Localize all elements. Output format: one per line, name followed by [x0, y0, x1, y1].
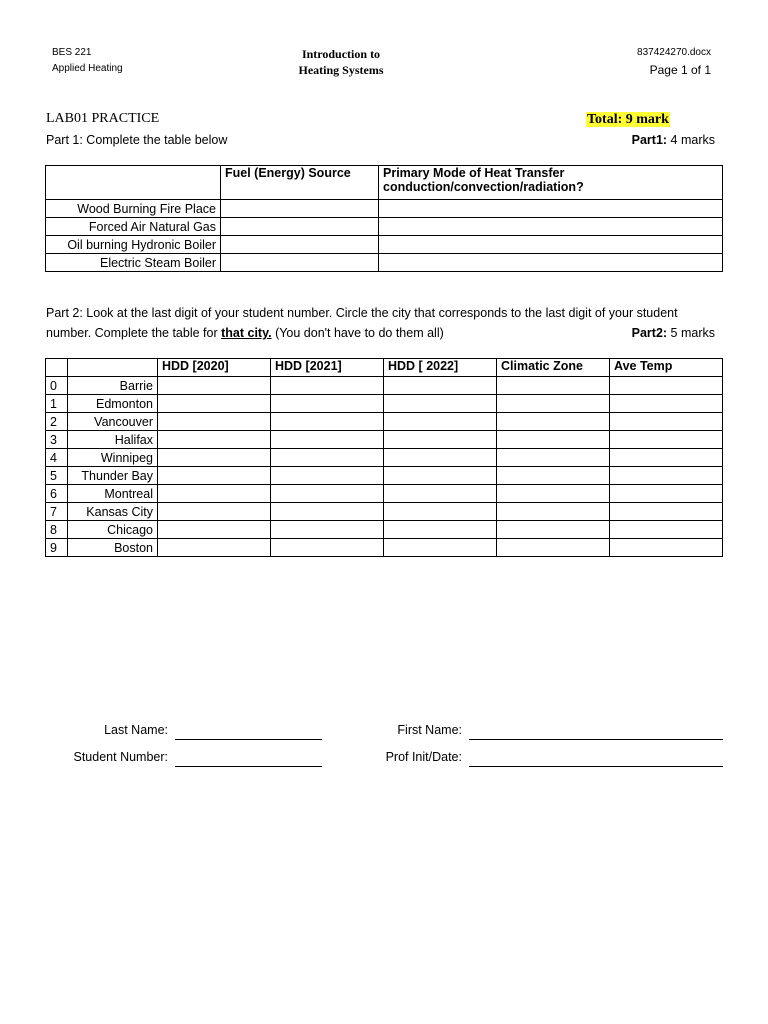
part1-mode-cell[interactable] — [379, 200, 723, 218]
part1-marks — [560, 133, 715, 147]
digit-cell: 7 — [46, 503, 68, 521]
table-row — [46, 377, 723, 395]
part1-instruction: Part 1: Complete the table below — [46, 133, 228, 147]
input-cell[interactable] — [610, 485, 723, 503]
input-cell[interactable] — [271, 467, 384, 485]
input-cell[interactable] — [271, 521, 384, 539]
part2-marks-label: Part2: — [631, 326, 668, 340]
input-cell[interactable] — [158, 449, 271, 467]
document-title — [270, 46, 412, 78]
input-cell[interactable] — [384, 395, 497, 413]
input-cell[interactable] — [271, 395, 384, 413]
part2-header-digit — [46, 359, 68, 377]
input-cell[interactable] — [271, 377, 384, 395]
part2-line2-post: (You don't have to do them all) — [271, 326, 444, 340]
city-cell[interactable]: Vancouver — [68, 413, 158, 431]
part1-marks-value: 4 marks — [667, 133, 715, 147]
total-marks-text: Total: 9 mark — [587, 112, 669, 127]
part1-row-label: Forced Air Natural Gas — [46, 218, 221, 236]
part1-fuel-cell[interactable] — [221, 218, 379, 236]
digit-cell: 1 — [46, 395, 68, 413]
input-cell[interactable] — [497, 431, 610, 449]
part2-header-city — [68, 359, 158, 377]
city-cell[interactable]: Kansas City — [68, 503, 158, 521]
table-row — [46, 236, 723, 254]
input-cell[interactable] — [610, 449, 723, 467]
part1-row-label: Electric Steam Boiler — [46, 254, 221, 272]
digit-cell: 4 — [46, 449, 68, 467]
input-cell[interactable] — [271, 431, 384, 449]
file-name: 837424270.docx — [637, 47, 711, 58]
part2-header-row — [46, 359, 723, 377]
digit-cell: 0 — [46, 377, 68, 395]
student-number-label: Student Number: — [73, 750, 168, 764]
input-cell[interactable] — [158, 377, 271, 395]
last-name-label: Last Name: — [104, 723, 168, 737]
city-cell[interactable]: Winnipeg — [68, 449, 158, 467]
input-cell[interactable] — [158, 521, 271, 539]
part1-mode-cell[interactable] — [379, 254, 723, 272]
last-name-field[interactable] — [175, 739, 322, 740]
input-cell[interactable] — [497, 521, 610, 539]
input-cell[interactable] — [384, 377, 497, 395]
part1-header-fuel: Fuel (Energy) Source — [221, 166, 379, 200]
part1-mode-cell[interactable] — [379, 236, 723, 254]
table-row — [46, 485, 723, 503]
input-cell[interactable] — [384, 467, 497, 485]
input-cell[interactable] — [158, 395, 271, 413]
table-row — [46, 254, 723, 272]
title-line-2: Heating Systems — [298, 63, 384, 77]
table-row — [46, 431, 723, 449]
table-row — [46, 395, 723, 413]
lab-title: LAB01 PRACTICE — [46, 111, 160, 126]
input-cell[interactable] — [610, 377, 723, 395]
input-cell[interactable] — [610, 395, 723, 413]
city-cell[interactable]: Thunder Bay — [68, 467, 158, 485]
input-cell[interactable] — [384, 503, 497, 521]
part2-header-hdd-2021: HDD [2021] — [271, 359, 384, 377]
course-code: BES 221 — [52, 47, 92, 58]
course-name: Applied Heating — [52, 63, 123, 74]
part1-fuel-cell[interactable] — [221, 236, 379, 254]
digit-cell: 9 — [46, 539, 68, 557]
part2-header-ave-temp: Ave Temp — [610, 359, 723, 377]
part1-fuel-cell[interactable] — [221, 200, 379, 218]
city-cell[interactable]: Halifax — [68, 431, 158, 449]
part2-header-climatic-zone: Climatic Zone — [497, 359, 610, 377]
part2-line2-pre: number. Complete the table for — [46, 326, 222, 340]
city-cell[interactable]: Chicago — [68, 521, 158, 539]
part2-header-hdd-2020: HDD [2020] — [158, 359, 271, 377]
input-cell[interactable] — [610, 539, 723, 557]
input-cell[interactable] — [271, 485, 384, 503]
prof-init-label: Prof Init/Date: — [385, 750, 462, 764]
prof-init-field[interactable] — [469, 766, 723, 767]
city-cell[interactable]: Montreal — [68, 485, 158, 503]
part1-marks-label: Part1: — [631, 133, 668, 147]
table-row — [46, 413, 723, 431]
part2-marks — [560, 326, 715, 340]
page-number: Page 1 of 1 — [649, 63, 711, 77]
input-cell[interactable] — [158, 503, 271, 521]
part1-header-row — [46, 166, 723, 200]
table-row — [46, 503, 723, 521]
part2-instruction-line1: Part 2: Look at the last digit of your student number. Circle the city that corresponds to the last digit of your student — [46, 306, 678, 320]
table-row — [46, 200, 723, 218]
digit-cell: 3 — [46, 431, 68, 449]
input-cell[interactable] — [384, 485, 497, 503]
part1-header-mode-line2: conduction/convection/radiation? — [383, 180, 584, 194]
input-cell[interactable] — [384, 539, 497, 557]
part1-row-label: Wood Burning Fire Place — [46, 200, 221, 218]
digit-cell: 2 — [46, 413, 68, 431]
table-row — [46, 467, 723, 485]
part1-row-label: Oil burning Hydronic Boiler — [46, 236, 221, 254]
input-cell[interactable] — [384, 521, 497, 539]
part1-header-mode-line1: Primary Mode of Heat Transfer — [383, 166, 565, 180]
input-cell[interactable] — [158, 467, 271, 485]
part1-fuel-cell[interactable] — [221, 254, 379, 272]
input-cell[interactable] — [497, 485, 610, 503]
input-cell[interactable] — [610, 503, 723, 521]
city-cell[interactable]: Boston — [68, 539, 158, 557]
total-marks — [586, 110, 670, 128]
digit-cell: 8 — [46, 521, 68, 539]
input-cell[interactable] — [610, 431, 723, 449]
part2-line2-bold: that city. — [221, 326, 272, 340]
input-cell[interactable] — [271, 449, 384, 467]
input-cell[interactable] — [158, 431, 271, 449]
part1-mode-cell[interactable] — [379, 218, 723, 236]
part2-marks-value: 5 marks — [667, 326, 715, 340]
input-cell[interactable] — [497, 377, 610, 395]
input-cell[interactable] — [271, 539, 384, 557]
input-cell[interactable] — [158, 485, 271, 503]
input-cell[interactable] — [497, 503, 610, 521]
city-cell[interactable]: Edmonton — [68, 395, 158, 413]
input-cell[interactable] — [384, 431, 497, 449]
table-row — [46, 218, 723, 236]
input-cell[interactable] — [271, 413, 384, 431]
first-name-label: First Name: — [397, 723, 462, 737]
input-cell[interactable] — [497, 467, 610, 485]
input-cell[interactable] — [610, 521, 723, 539]
input-cell[interactable] — [497, 539, 610, 557]
input-cell[interactable] — [610, 413, 723, 431]
first-name-field[interactable] — [469, 739, 723, 740]
input-cell[interactable] — [271, 503, 384, 521]
part1-header-mode — [379, 166, 723, 200]
table-row — [46, 449, 723, 467]
part2-table — [45, 358, 723, 557]
table-row — [46, 539, 723, 557]
title-line-1: Introduction to — [301, 47, 381, 61]
part2-instruction-line2 — [46, 326, 444, 340]
input-cell[interactable] — [497, 413, 610, 431]
digit-cell: 6 — [46, 485, 68, 503]
part2-header-hdd-2022: HDD [ 2022] — [384, 359, 497, 377]
student-number-field[interactable] — [175, 766, 322, 767]
digit-cell: 5 — [46, 467, 68, 485]
input-cell[interactable] — [158, 539, 271, 557]
part1-table — [45, 165, 723, 272]
part1-empty-header — [46, 166, 221, 200]
city-cell[interactable]: Barrie — [68, 377, 158, 395]
input-cell[interactable] — [158, 413, 271, 431]
table-row — [46, 521, 723, 539]
input-cell[interactable] — [384, 413, 497, 431]
input-cell[interactable] — [497, 449, 610, 467]
input-cell[interactable] — [497, 395, 610, 413]
input-cell[interactable] — [384, 449, 497, 467]
input-cell[interactable] — [610, 467, 723, 485]
